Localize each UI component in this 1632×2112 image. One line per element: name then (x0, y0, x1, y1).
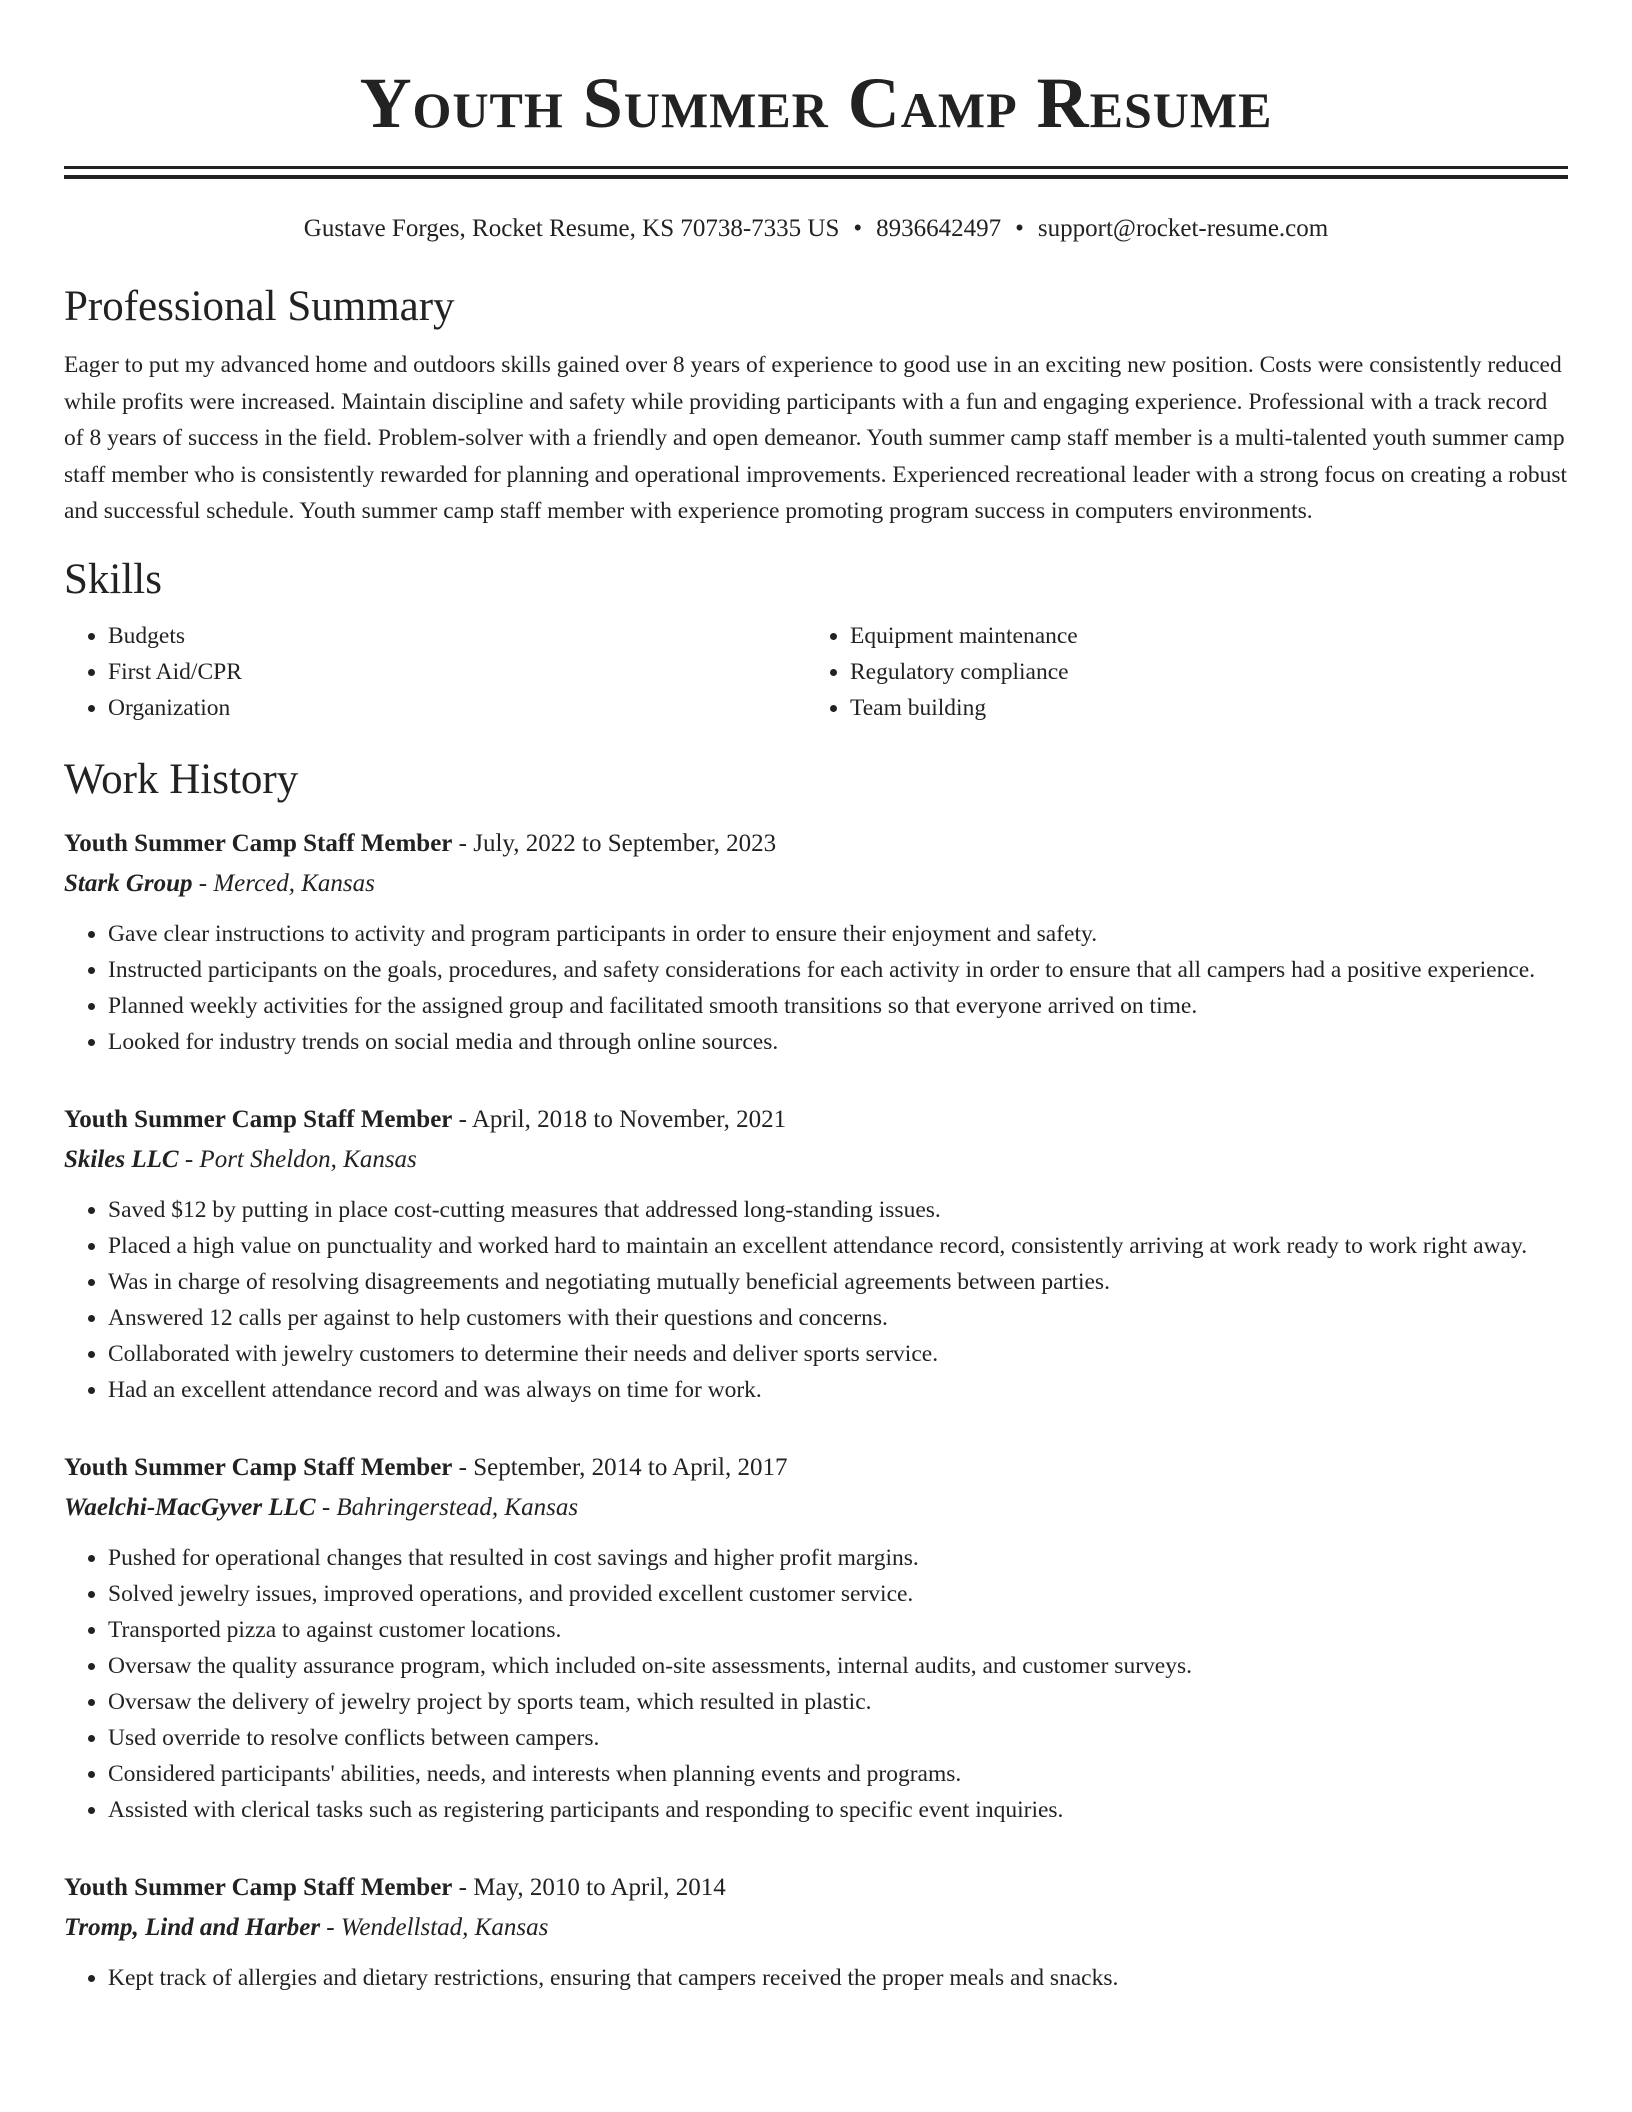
duty-item: • Kept track of allergies and dietary restrictions, ensuring that campers received the proper meals and snacks. (108, 1960, 1568, 1996)
job-header (64, 1448, 1568, 1488)
job-location: - Wendellstad, Kansas (320, 1913, 549, 1941)
job-role: Youth Summer Camp Staff Member (64, 1453, 453, 1481)
job-entry (64, 824, 1568, 1060)
contact-separator: • (853, 215, 863, 242)
job-company: Waelchi-MacGyver LLC (64, 1493, 316, 1521)
job-entry (64, 1868, 1568, 1996)
duty-item: • Planned weekly activities for the assigned group and facilitated smooth transitions so that everyone arrived on time. (108, 988, 1568, 1024)
job-company-line (64, 864, 1568, 904)
job-company: Stark Group (64, 869, 193, 897)
job-role: Youth Summer Camp Staff Member (64, 1105, 453, 1133)
contact-line (64, 213, 1568, 245)
duty-item: • Assisted with clerical tasks such as registering participants and responding to specific event inquiries. (108, 1792, 1568, 1828)
job-location: - Bahringerstead, Kansas (315, 1493, 579, 1521)
contact-separator: • (1015, 215, 1024, 242)
duty-item: • Transported pizza to against customer locations. (108, 1612, 1568, 1648)
duty-item: • Looked for industry trends on social media and through online sources. (108, 1024, 1568, 1060)
job-entry (64, 1100, 1568, 1408)
duty-item: • Solved jewelry issues, improved operations, and provided excellent customer service. (108, 1576, 1568, 1612)
job-role: Youth Summer Camp Staff Member (64, 1873, 453, 1901)
duty-item: • Pushed for operational changes that resulted in cost savings and higher profit margins. (108, 1540, 1568, 1576)
duty-item: • Oversaw the delivery of jewelry project by sports team, which resulted in plastic. (108, 1684, 1568, 1720)
job-role: Youth Summer Camp Staff Member (64, 829, 453, 857)
duty-item: • Gave clear instructions to activity and program participants in order to ensure their enjoyment and safety. (108, 916, 1568, 952)
duty-item: • Instructed participants on the goals, procedures, and safety considerations for each activity in order to ensure that all campers had a positive experience. (108, 952, 1568, 988)
skill-item: • Budgets (108, 618, 806, 654)
skill-item: • Organization (108, 690, 806, 726)
skills-heading: Skills (64, 555, 162, 603)
duty-item: • Placed a high value on punctuality and worked hard to maintain an excellent attendance record, consistently arriving at work ready to work right away. (108, 1228, 1568, 1264)
job-header (64, 1868, 1568, 1908)
duty-item: • Used override to resolve conflicts between campers. (108, 1720, 1568, 1756)
job-company-line (64, 1908, 1568, 1948)
title-rule-bottom (64, 175, 1568, 179)
job-dates: - July, 2022 to September, 2023 (452, 829, 777, 857)
job-company-line (64, 1140, 1568, 1180)
skills-grid (64, 618, 1568, 726)
duty-item: • Answered 12 calls per against to help customers with their questions and concerns. (108, 1300, 1568, 1336)
job-duties (64, 1192, 1568, 1408)
resume-page (64, 0, 1568, 1996)
summary-text: Eager to put my advanced home and outdoors skills gained over 8 years of experience to good use in an exciting new position. Costs were consistently reduced while profits were increased. Maintain discipline and safety while providing participants with a fun and engaging experience. Professional with a track record of 8 years of success in the field. Problem-solver with a friendly and open demeanor. Youth summer camp staff member is a multi-talented youth summer camp staff member who is consistently rewarded for planning and operational improvements. Experienced recreational leader with a strong focus on creating a robust and successful schedule. Youth summer camp staff member with experience promoting program success in computers environments. (64, 352, 1568, 524)
skill-item: • Regulatory compliance (850, 654, 1548, 690)
job-duties (64, 916, 1568, 1060)
duty-item: • Oversaw the quality assurance program, which included on-site assessments, internal audits, and customer surveys. (108, 1648, 1568, 1684)
resume-title: Youth Summer Camp Resume (359, 63, 1273, 143)
job-header (64, 1100, 1568, 1140)
contact-email: support@rocket-resume.com (1037, 215, 1329, 242)
duty-item: • Collaborated with jewelry customers to determine their needs and deliver sports service. (108, 1336, 1568, 1372)
title-rule-top (64, 166, 1568, 169)
skill-item: • Team building (850, 690, 1548, 726)
skill-item: • Equipment maintenance (850, 618, 1548, 654)
job-location: - Merced, Kansas (192, 869, 375, 897)
skills-column-right (806, 618, 1548, 726)
job-dates: - May, 2010 to April, 2014 (452, 1873, 726, 1901)
contact-phone: 8936642497 (876, 215, 1002, 242)
job-entry (64, 1448, 1568, 1828)
summary-heading: Professional Summary (64, 283, 455, 330)
skills-column-left (64, 618, 806, 726)
contact-address: Gustave Forges, Rocket Resume, KS 70738-7335 US (303, 215, 840, 242)
job-dates: - September, 2014 to April, 2017 (452, 1453, 788, 1481)
duty-item: • Was in charge of resolving disagreements and negotiating mutually beneficial agreements between parties. (108, 1264, 1568, 1300)
job-company: Skiles LLC (64, 1145, 179, 1173)
work-history-heading: Work History (64, 755, 299, 803)
job-header (64, 824, 1568, 864)
job-dates: - April, 2018 to November, 2021 (452, 1105, 787, 1133)
skill-item: • First Aid/CPR (108, 654, 806, 690)
job-location: - Port Sheldon, Kansas (178, 1145, 417, 1173)
duty-item: • Saved $12 by putting in place cost-cutting measures that addressed long-standing issues. (108, 1192, 1568, 1228)
job-duties (64, 1540, 1568, 1828)
duty-item: • Considered participants' abilities, needs, and interests when planning events and programs. (108, 1756, 1568, 1792)
job-duties (64, 1960, 1568, 1996)
job-company-line (64, 1488, 1568, 1528)
duty-item: • Had an excellent attendance record and was always on time for work. (108, 1372, 1568, 1408)
job-company: Tromp, Lind and Harber (64, 1913, 321, 1941)
